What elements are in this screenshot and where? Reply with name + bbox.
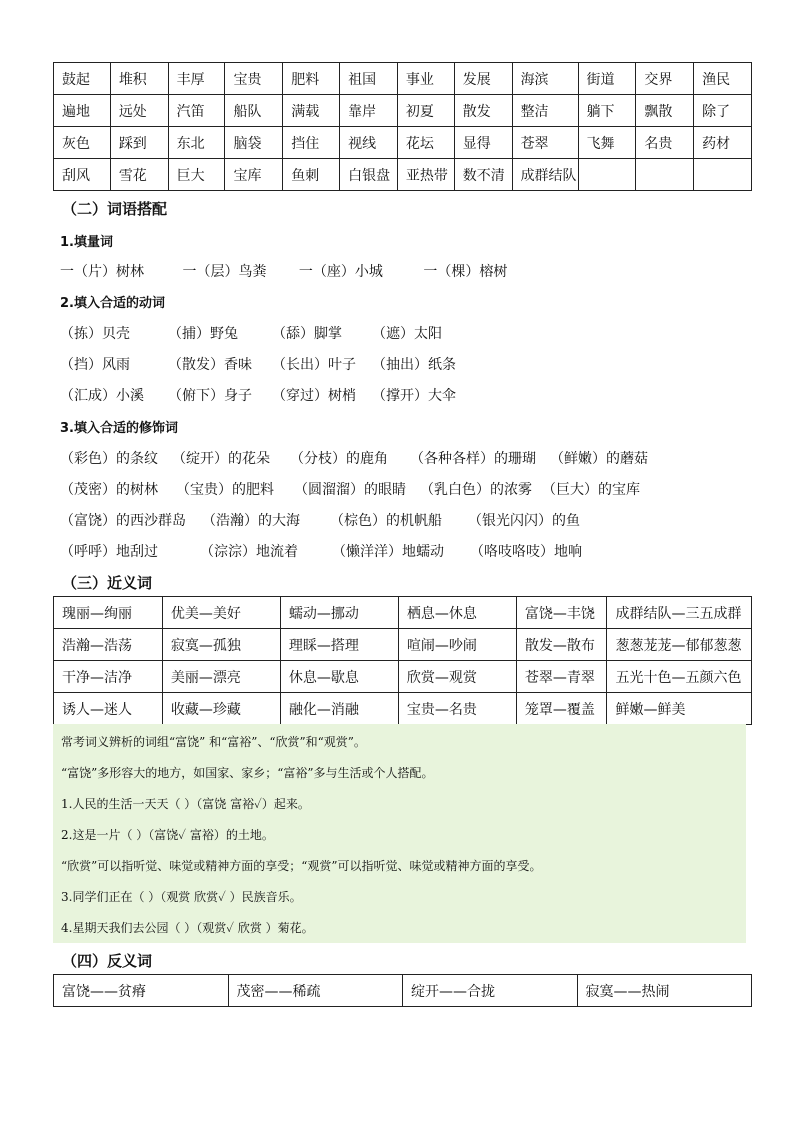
table-row [54, 63, 752, 95]
table-row [54, 159, 752, 191]
verb-item: （撑开）大伞 [372, 388, 456, 404]
synonym-cell: 休息—歇息 [280, 661, 398, 693]
synonym-cell: 美丽—漂亮 [162, 661, 280, 693]
word-cell: 东北 [168, 127, 225, 159]
synonym-cell: 干净—洁净 [54, 661, 163, 693]
synonym-cell: 散发—散布 [516, 629, 607, 661]
synonym-cell: 葱葱茏茏—郁郁葱葱 [607, 629, 752, 661]
section-two-title: （二）词语搭配 [62, 200, 168, 218]
word-cell: 灰色 [54, 127, 111, 159]
word-cell: 堆积 [110, 63, 168, 95]
verb-item: （挡）风雨 [60, 357, 130, 373]
word-cell: 海滨 [512, 63, 578, 95]
word-cell: 散发 [454, 95, 512, 127]
word-cell: 除了 [694, 95, 752, 127]
word-cell: 挡住 [283, 127, 340, 159]
synonym-cell: 融化—消融 [280, 693, 398, 725]
modifier-item: （各种各样）的珊瑚 [410, 451, 536, 467]
word-cell: 丰厚 [168, 63, 225, 95]
modifier-item: （圆溜溜）的眼睛 [294, 482, 406, 498]
synonym-cell: 宝贵—名贵 [398, 693, 516, 725]
word-cell: 白银盘 [340, 159, 398, 191]
modifier-item: （分枝）的鹿角 [290, 451, 388, 467]
modifier-item: （鲜嫩）的蘑菇 [550, 451, 648, 467]
word-cell: 整洁 [512, 95, 578, 127]
table-row [54, 693, 752, 725]
word-cell: 名贵 [636, 127, 694, 159]
word-cell: 成群结队 [512, 159, 578, 191]
word-cell: 交界 [636, 63, 694, 95]
word-cell: 雪花 [110, 159, 168, 191]
word-cell: 事业 [397, 63, 454, 95]
modifier-item: （淙淙）地流着 [200, 544, 298, 560]
word-cell: 满载 [283, 95, 340, 127]
word-cell: 药材 [694, 127, 752, 159]
note-line: 常考词义辨析的词组“富饶” 和“富裕”、“欣赏”和“观赏”。 [61, 735, 366, 749]
word-cell: 船队 [225, 95, 283, 127]
verb-item: （汇成）小溪 [60, 388, 144, 404]
note-line: 4.星期天我们去公园（ ）（观赏✓ 欣赏 ）菊花。 [61, 921, 314, 935]
verb-item: （长出）叶子 [272, 357, 356, 373]
modifier-item: （彩色）的条纹 [60, 451, 158, 467]
word-cell: 飞舞 [578, 127, 636, 159]
word-cell: 发展 [454, 63, 512, 95]
verb-item: （捕）野兔 [168, 326, 238, 342]
modifier-row [60, 541, 582, 561]
word-cell: 宝贵 [225, 63, 283, 95]
modifier-item: （咯吱咯吱）地响 [470, 544, 582, 560]
word-cell: 靠岸 [340, 95, 398, 127]
section-three-title: （三）近义词 [62, 574, 153, 592]
modifier-item: （绽开）的花朵 [172, 451, 270, 467]
synonym-cell: 瑰丽—绚丽 [54, 597, 163, 629]
word-cell: 亚热带 [397, 159, 454, 191]
table-row [54, 975, 752, 1007]
verb-subtitle: 2.填入合适的动词 [60, 296, 165, 311]
modifier-row [60, 510, 580, 530]
verb-item: （穿过）树梢 [272, 388, 356, 404]
synonym-cell: 鲜嫩—鲜美 [607, 693, 752, 725]
word-cell: 遍地 [54, 95, 111, 127]
table-row [54, 597, 752, 629]
verb-row [60, 354, 456, 374]
synonym-cell: 浩瀚—浩荡 [54, 629, 163, 661]
modifier-row [60, 479, 640, 499]
quantifier-item: 一（层）鸟粪 [182, 264, 267, 280]
modifier-item: （富饶）的西沙群岛 [60, 513, 186, 529]
antonym-cell: 绽开——合拢 [403, 975, 578, 1007]
modifier-item: （宝贵）的肥料 [176, 482, 274, 498]
section-four-title: （四）反义词 [62, 952, 153, 970]
quantifier-subtitle: 1.填量词 [60, 235, 113, 250]
note-box [53, 724, 746, 943]
word-cell: 初夏 [397, 95, 454, 127]
table-row [54, 661, 752, 693]
note-line: 2.这是一片（ ）（富饶✓ 富裕）的土地。 [61, 828, 274, 842]
antonym-cell: 富饶——贫瘠 [54, 975, 229, 1007]
modifier-item: （银光闪闪）的鱼 [468, 513, 580, 529]
modifier-item: （茂密）的树林 [60, 482, 158, 498]
synonym-cell: 苍翠—青翠 [516, 661, 607, 693]
verb-item: （散发）香味 [168, 357, 252, 373]
synonym-cell: 诱人—迷人 [54, 693, 163, 725]
modifier-item: （乳白色）的浓雾 [420, 482, 532, 498]
modifier-item: （呼呼）地刮过 [60, 544, 158, 560]
synonym-cell: 喧闹—吵闹 [398, 629, 516, 661]
table-row [54, 127, 752, 159]
synonym-cell: 优美—美好 [162, 597, 280, 629]
word-cell: 飘散 [636, 95, 694, 127]
antonym-cell: 寂寞——热闹 [577, 975, 752, 1007]
verb-row [60, 323, 442, 343]
table-row [54, 629, 752, 661]
vocabulary-table [53, 62, 752, 191]
word-cell: 显得 [454, 127, 512, 159]
synonym-cell: 成群结队—三五成群 [607, 597, 752, 629]
synonym-table [53, 596, 752, 725]
word-cell: 鼓起 [54, 63, 111, 95]
synonym-cell: 笼罩—覆盖 [516, 693, 607, 725]
synonym-cell: 栖息—休息 [398, 597, 516, 629]
quantifier-item: 一（片）树林 [60, 264, 144, 280]
modifier-item: （浩瀚）的大海 [202, 513, 300, 529]
note-line: “欣赏”可以指听觉、味觉或精神方面的享受；“观赏”可以指听觉、味觉或精神方面的享受。 [61, 859, 542, 873]
word-cell: 苍翠 [512, 127, 578, 159]
note-line: 1.人民的生活一天天（ ）（富饶 富裕✓）起来。 [61, 797, 310, 811]
note-line: 3.同学们正在（ ）（观赏 欣赏✓ ）民族音乐。 [61, 890, 302, 904]
word-cell: 视线 [340, 127, 398, 159]
synonym-cell: 收藏—珍藏 [162, 693, 280, 725]
verb-item: （拣）贝壳 [60, 326, 130, 342]
modifier-row [60, 448, 648, 468]
word-cell [694, 159, 752, 191]
word-cell: 远处 [110, 95, 168, 127]
table-row [54, 95, 752, 127]
synonym-cell: 蠕动—挪动 [280, 597, 398, 629]
modifier-item: （巨大）的宝库 [542, 482, 640, 498]
word-cell: 数不清 [454, 159, 512, 191]
synonym-cell: 欣赏—观赏 [398, 661, 516, 693]
verb-item: （俯下）身子 [168, 388, 252, 404]
word-cell: 刮风 [54, 159, 111, 191]
quantifier-row [60, 261, 507, 281]
modifier-subtitle: 3.填入合适的修饰词 [60, 421, 178, 436]
quantifier-item: 一（座）小城 [298, 264, 383, 280]
synonym-cell: 理睬—搭理 [280, 629, 398, 661]
antonym-table [53, 974, 752, 1007]
word-cell: 脑袋 [225, 127, 283, 159]
word-cell: 汽笛 [168, 95, 225, 127]
modifier-item: （懒洋洋）地蠕动 [332, 544, 444, 560]
note-line: “富饶”多形容大的地方，如国家、家乡；“富裕”多与生活或个人搭配。 [61, 766, 434, 780]
word-cell: 花坛 [397, 127, 454, 159]
word-cell: 肥料 [283, 63, 340, 95]
word-cell: 渔民 [694, 63, 752, 95]
modifier-item: （棕色）的机帆船 [330, 513, 442, 529]
verb-item: （抽出）纸条 [372, 357, 456, 373]
word-cell: 巨大 [168, 159, 225, 191]
verb-row [60, 385, 456, 405]
quantifier-item: 一（棵）榕树 [423, 264, 508, 280]
antonym-cell: 茂密——稀疏 [228, 975, 403, 1007]
synonym-cell: 富饶—丰饶 [516, 597, 607, 629]
word-cell: 祖国 [340, 63, 398, 95]
word-cell [578, 159, 636, 191]
synonym-cell: 寂寞—孤独 [162, 629, 280, 661]
word-cell: 躺下 [578, 95, 636, 127]
word-cell [636, 159, 694, 191]
word-cell: 宝库 [225, 159, 283, 191]
verb-item: （舔）脚掌 [272, 326, 342, 342]
verb-item: （遮）太阳 [372, 326, 442, 342]
word-cell: 踩到 [110, 127, 168, 159]
synonym-cell: 五光十色—五颜六色 [607, 661, 752, 693]
word-cell: 街道 [578, 63, 636, 95]
word-cell: 鱼刺 [283, 159, 340, 191]
